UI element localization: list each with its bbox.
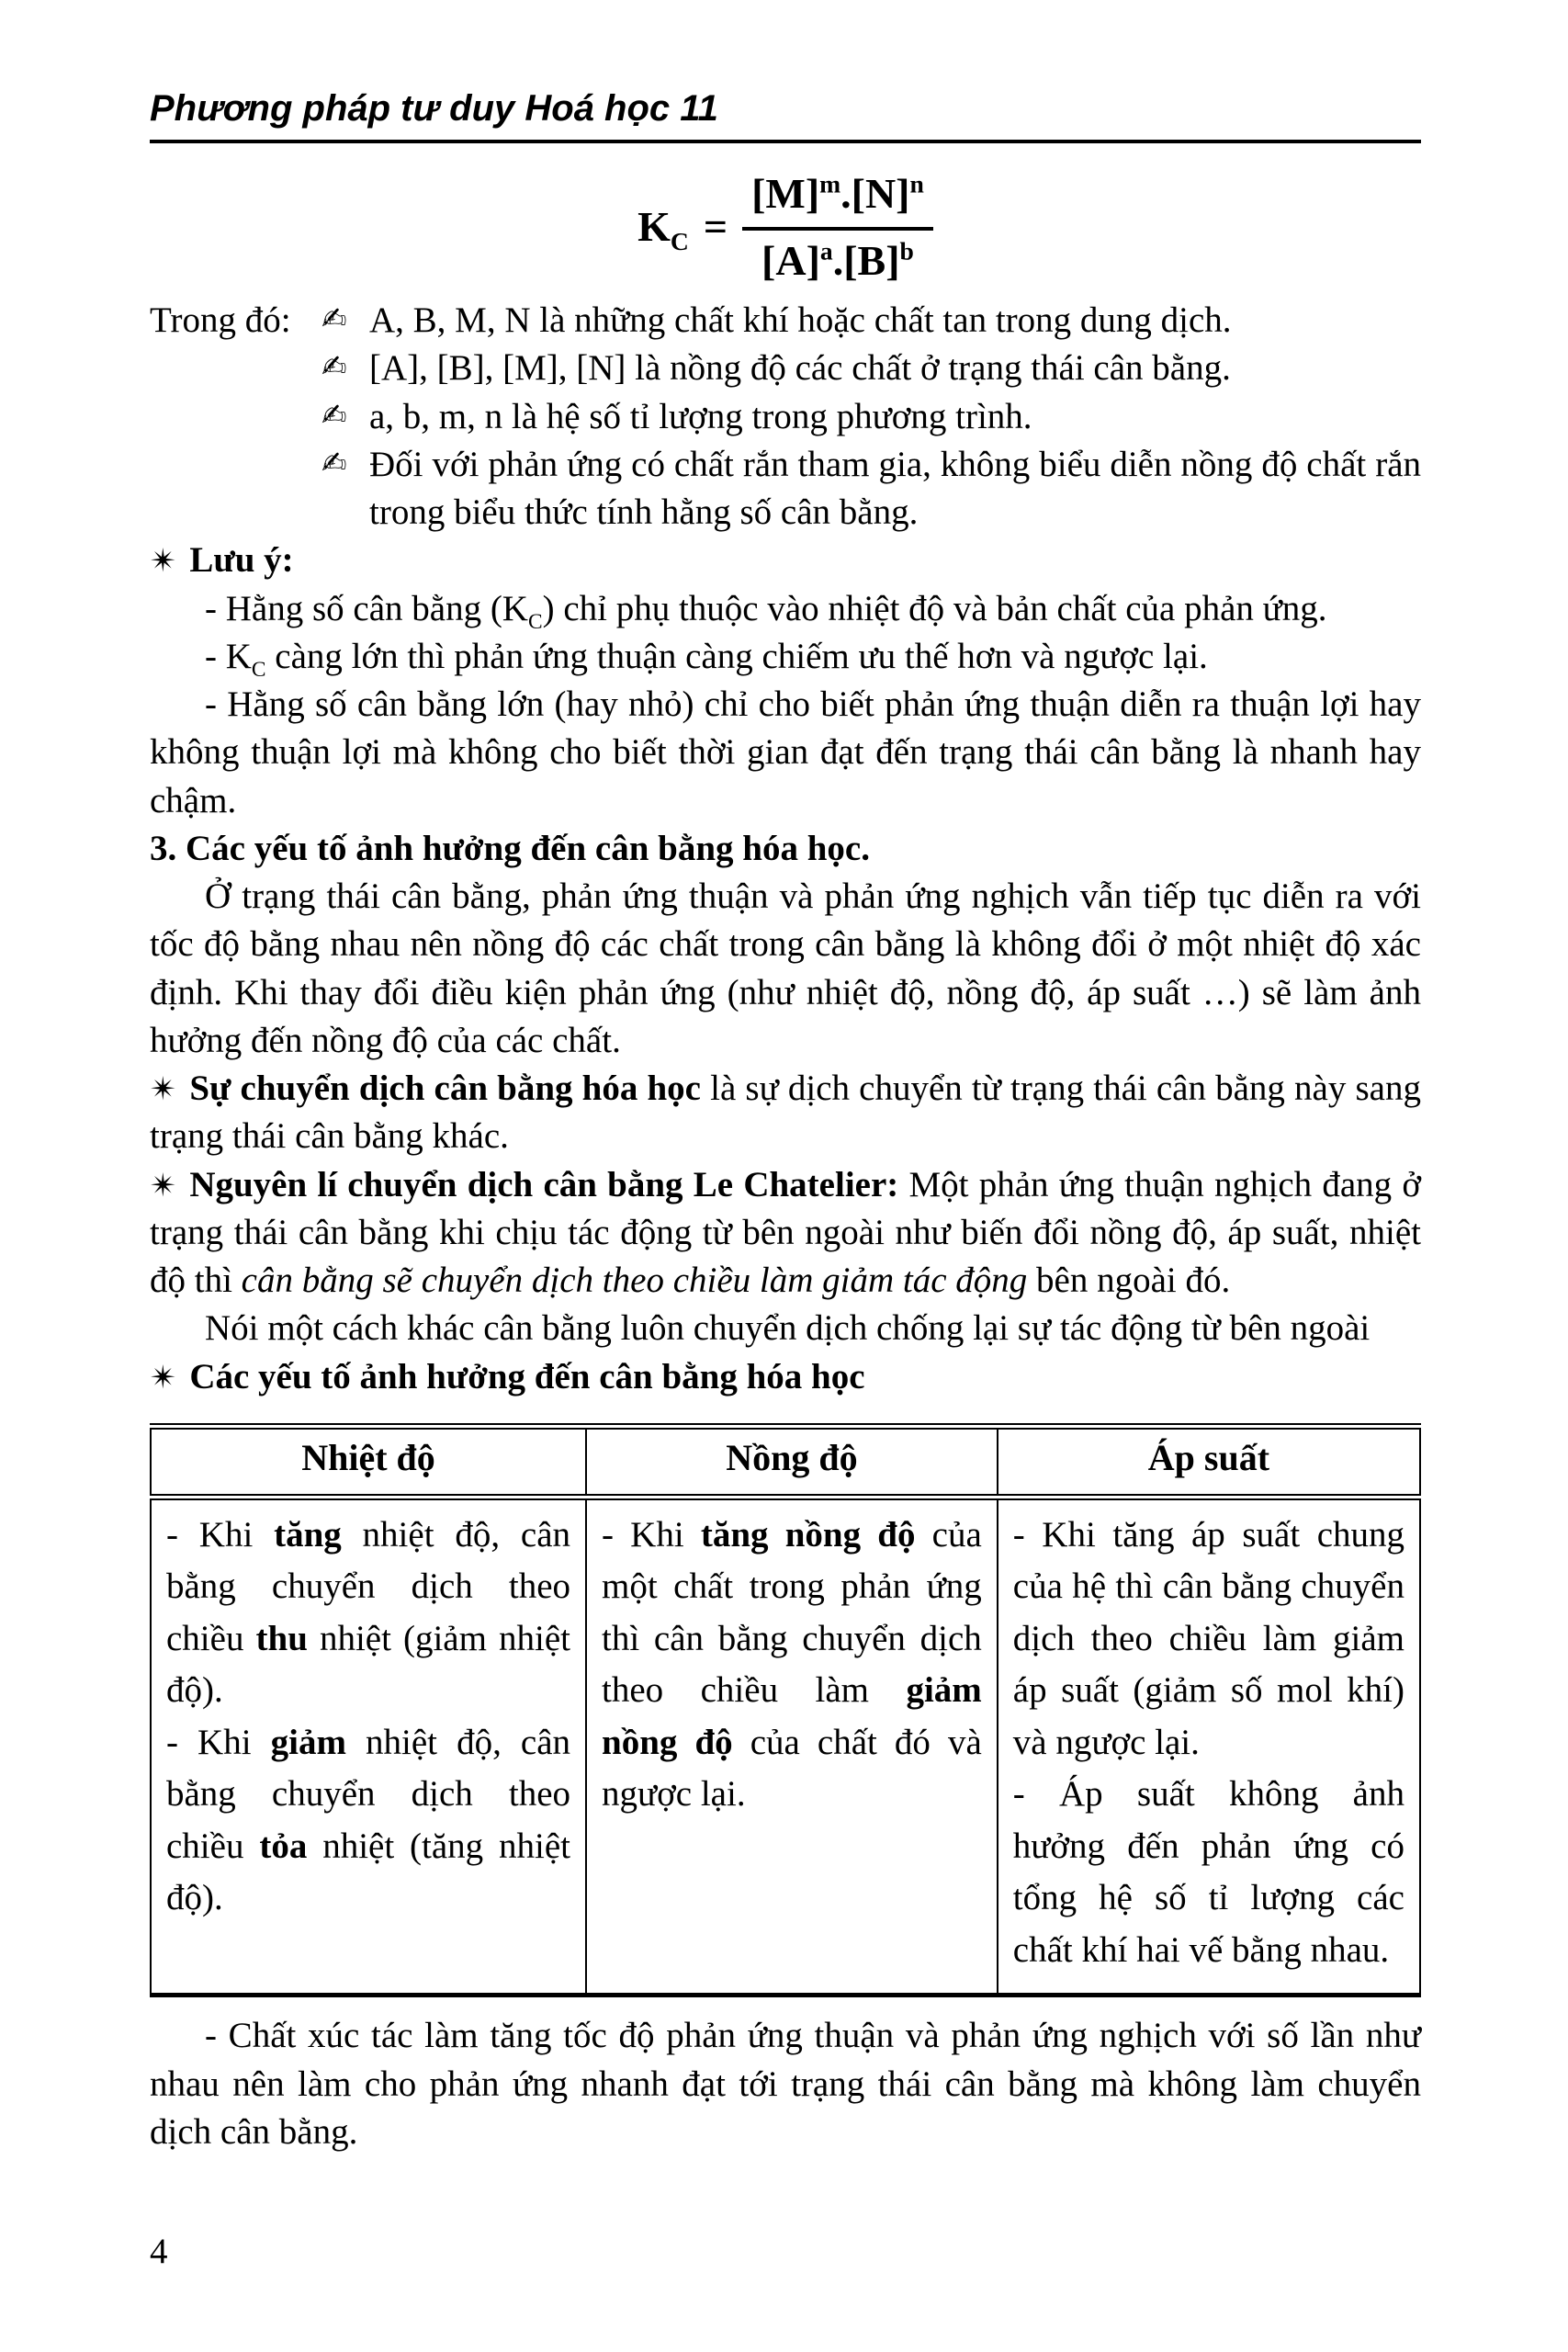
table-body-row [151,1497,1420,1996]
star-icon: ✴ [150,1167,177,1204]
formula-legend [150,297,1421,537]
cell-paragraph: - Khi tăng áp suất chung của hệ thì cân bằng chuyển dịch theo chiều làm giảm áp suất (giảm số mol khí) và ngược lại. [1012,1514,1404,1762]
writing-hand-icon: ✍ [321,300,347,337]
equilibrium-constant-formula [150,171,1421,284]
legend-item [321,393,1421,441]
factors-heading [150,1353,1421,1401]
legend-item-text: a, b, m, n là hệ số tỉ lượng trong phương trình. [369,396,1032,436]
table-header-row [151,1426,1420,1497]
running-header [150,88,1421,143]
column-header-concentration: Nồng độ [586,1426,998,1497]
formula-denominator: $[A]^a.[B]^b$ [761,236,914,284]
formula-equals: = [703,203,728,251]
legend-item-text: [A], [B], [M], [N] là nồng độ các chất ở trạng thái cân bằng. [369,348,1231,389]
notes-heading-label: Lưu ý: [189,540,294,581]
star-icon: ✴ [150,1359,177,1396]
formula-numerator: $[M]^m.[N]^n$ [742,171,933,231]
star-icon: ✴ [150,543,177,581]
legend-label: Trong đó: [150,300,291,341]
notes-heading [150,537,1421,584]
equilibrium-factors-table [150,1423,1421,1998]
running-header-title: Phương pháp tư duy Hoá học 11 [150,88,718,129]
legend-item-text: Đối với phản ứng có chất rắn tham gia, không biểu diễn nồng độ chất rắn trong biểu thức tính hằng số cân bằng. [369,444,1421,533]
section-3-heading: 3. Các yếu tố ảnh hưởng đến cân bằng hóa học. [150,828,870,868]
pressure-cell [998,1497,1420,1996]
writing-hand-icon: ✍ [321,348,347,385]
temperature-cell [151,1497,586,1996]
legend-list [321,297,1421,537]
note-line: - Hằng số cân bằng lớn (hay nhỏ) chỉ cho biết phản ứng thuận diễn ra thuận lợi hay không thuận lợi mà không cho biết thời gian đạt đến trạng thái cân bằng là nhanh hay chậm. [150,684,1421,820]
cell-paragraph: - Áp suất không ảnh hưởng đến phản ứng có tổng hệ số tỉ lượng các chất khí hai vế bằng nhau. [1012,1774,1404,1970]
factors-heading-text: Các yếu tố ảnh hưởng đến cân bằng hóa học [189,1356,865,1396]
note-line: - $K_C$ càng lớn thì phản ứng thuận càng chiếm ưu thế hơn và ngược lại. [205,636,1208,682]
shift-definition-text: Sự chuyển dịch cân bằng hóa học là sự dịch chuyển từ trạng thái cân bằng này sang trạng thái cân bằng khác. [150,1069,1421,1157]
restated-principle-paragraph: Nói một cách khác cân bằng luôn chuyển dịch chống lại sự tác động từ bên ngoài [205,1308,1371,1349]
formula-fraction [742,171,933,284]
formula-lhs: $K_C$ [637,203,689,256]
star-icon: ✴ [150,1071,177,1109]
catalyst-paragraph: - Chất xúc tác làm tăng tốc độ phản ứng thuận và phản ứng nghịch với số lần như nhau nên làm cho phản ứng nhanh đạt tới trạng thái cân bằng mà không làm chuyển dịch cân bằng. [150,2016,1421,2152]
shift-definition-paragraph [150,1065,1421,1161]
writing-hand-icon: ✍ [321,396,347,433]
cell-paragraph: - Khi tăng nồng độ của một chất trong phản ứng thì cân bằng chuyển dịch theo chiều làm giảm nồng độ của chất đó và ngược lại. [602,1514,982,1815]
legend-item [321,345,1421,392]
legend-item-text: A, B, M, N là những chất khí hoặc chất tan trong dung dịch. [369,300,1232,341]
page-number: 4 [150,2232,168,2272]
le-chatelier-paragraph [150,1161,1421,1306]
concentration-cell [586,1497,998,1996]
legend-item [321,441,1421,537]
section-3-paragraph: Ở trạng thái cân bằng, phản ứng thuận và phản ứng nghịch vẫn tiếp tục diễn ra với tốc độ bằng nhau nên nồng độ các chất trong cân bằng là không đổi ở một nhiệt độ xác định. Khi thay đổi điều kiện phản ứng (như nhiệt độ, nồng độ, áp suất …) sẽ làm ảnh hưởng đến nồng độ của các chất. [150,876,1421,1060]
cell-paragraph: - Khi giảm nhiệt độ, cân bằng chuyển dịch theo chiều tỏa nhiệt (tăng nhiệt độ). [166,1722,571,1918]
le-chatelier-text: Nguyên lí chuyển dịch cân bằng Le Chatelier: Một phản ứng thuận nghịch đang ở trạng thái cân bằng khi chịu tác động từ bên ngoài như biến đổi nồng độ, áp suất, nhiệt độ thì cân bằng sẽ chuyển dịch theo chiều làm giảm tác động bên ngoài đó. [150,1164,1422,1301]
column-header-pressure: Áp suất [998,1426,1420,1497]
note-line: - Hằng số cân bằng $(K_C)$ chỉ phụ thuộc vào nhiệt độ và bản chất của phản ứng. [205,588,1327,634]
column-header-temperature: Nhiệt độ [151,1426,586,1497]
writing-hand-icon: ✍ [321,444,347,481]
legend-item [321,297,1421,345]
cell-paragraph: - Khi tăng nhiệt độ, cân bằng chuyển dịch theo chiều thu nhiệt (giảm nhiệt độ). [166,1514,571,1711]
